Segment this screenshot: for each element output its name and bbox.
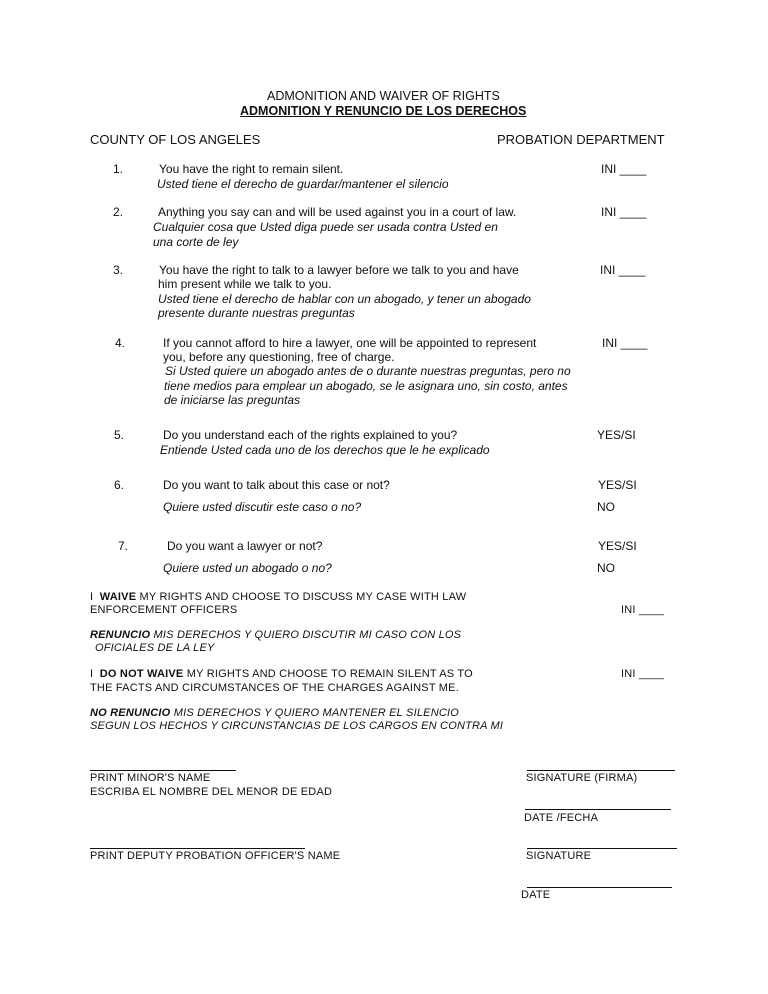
yes-si-option[interactable]: YES/SI xyxy=(597,428,636,442)
waive-keyword: WAIVE xyxy=(99,591,137,603)
item-number: 2. xyxy=(113,205,124,219)
minor-name-label-spanish: ESCRIBA EL NOMBRE DEL MENOR DE EDAD xyxy=(90,786,333,798)
item-number: 1. xyxy=(113,162,124,176)
item-text-spanish: Quiere usted un abogado o no? xyxy=(163,561,332,575)
not-waive-spanish-line-1 xyxy=(90,707,459,720)
deputy-signature-label: SIGNATURE xyxy=(526,850,592,862)
item-text-spanish: Usted tiene el derecho de guardar/mantener el silencio xyxy=(157,177,449,191)
county-label: COUNTY OF LOS ANGELES xyxy=(90,132,261,147)
department-label: PROBATION DEPARTMENT xyxy=(497,132,665,147)
initials-field[interactable]: INI ____ xyxy=(601,205,647,219)
item-number: 7. xyxy=(118,539,129,553)
no-option[interactable]: NO xyxy=(597,561,615,575)
date-fecha-line[interactable] xyxy=(525,809,671,810)
item-text-english: Do you want to talk about this case or not? xyxy=(163,478,390,492)
item-text-spanish: tiene medios para emplear un abogado, se le asignara uno, sin costo, antes xyxy=(164,379,568,393)
yes-si-option[interactable]: YES/SI xyxy=(598,539,637,553)
no-option[interactable]: NO xyxy=(597,500,615,514)
not-waive-spanish-line-2: SEGUN LOS HECHOS Y CIRCUNSTANCIAS DE LOS CARGOS EN CONTRA MI xyxy=(90,720,504,732)
minor-name-label: PRINT MINOR'S NAME xyxy=(90,772,211,784)
renuncio-text: MIS DERECHOS Y QUIERO DISCUTIR MI CASO CON LOS xyxy=(153,629,462,641)
item-text-spanish: Cualquier cosa que Usted diga puede ser usada contra Usted en xyxy=(153,220,498,234)
waive-spanish-line-2: OFICIALES DE LA LEY xyxy=(95,642,215,654)
initials-field[interactable]: INI ____ xyxy=(602,336,648,350)
item-text-spanish: Si Usted quiere un abogado antes de o durante nuestras preguntas, pero no xyxy=(165,364,571,378)
waive-line-1 xyxy=(90,591,466,604)
waive-i: I xyxy=(90,591,94,603)
form-title-spanish: ADMONITION Y RENUNCIO DE LOS DERECHOS xyxy=(240,104,527,118)
item-text-spanish: Quiere usted discutir este caso o no? xyxy=(163,500,362,514)
not-waive-keyword: DO NOT WAIVE xyxy=(99,668,184,680)
item-text-english: You have the right to remain silent. xyxy=(159,162,344,176)
item-text-english: If you cannot afford to hire a lawyer, one will be appointed to represent xyxy=(163,336,537,350)
item-number: 4. xyxy=(115,336,126,350)
no-renuncio-keyword: NO RENUNCIO xyxy=(90,707,171,719)
item-text-spanish: una corte de ley xyxy=(153,235,239,249)
not-waive-line-2: THE FACTS AND CIRCUMSTANCES OF THE CHARGES AGAINST ME. xyxy=(90,682,459,694)
waive-line-2: ENFORCEMENT OFFICERS xyxy=(90,604,238,616)
signature-firma-label: SIGNATURE (FIRMA) xyxy=(526,772,638,784)
waive-initials-field[interactable]: INI ____ xyxy=(621,604,665,616)
not-waive-line-1 xyxy=(90,668,473,681)
deputy-name-line[interactable] xyxy=(90,848,305,849)
deputy-date-label: DATE xyxy=(521,889,551,901)
waive-text: MY RIGHTS AND CHOOSE TO DISCUSS MY CASE WITH LAW xyxy=(139,591,467,603)
deputy-date-line[interactable] xyxy=(527,887,672,888)
item-text-english: you, before any questioning, free of charge. xyxy=(163,350,395,364)
item-text-english: Do you understand each of the rights explained to you? xyxy=(163,428,458,442)
item-text-english: Do you want a lawyer or not? xyxy=(167,539,323,553)
waive-spanish-line-1 xyxy=(90,629,461,642)
date-fecha-label: DATE /FECHA xyxy=(524,812,599,824)
not-waive-initials-field[interactable]: INI ____ xyxy=(621,668,665,680)
initials-field[interactable]: INI ____ xyxy=(601,162,647,176)
item-text-spanish: Usted tiene el derecho de hablar con un abogado, y tener un abogado xyxy=(158,292,531,306)
item-text-spanish: Entiende Usted cada uno de los derechos que le he explicado xyxy=(160,443,490,457)
item-number: 3. xyxy=(113,263,124,277)
item-text-english: You have the right to talk to a lawyer before we talk to you and have xyxy=(159,263,519,277)
item-number: 5. xyxy=(114,428,125,442)
deputy-name-label: PRINT DEPUTY PROBATION OFFICER'S NAME xyxy=(90,850,341,862)
item-text-spanish: de iniciarse las preguntas xyxy=(164,393,301,407)
yes-si-option[interactable]: YES/SI xyxy=(598,478,637,492)
item-number: 6. xyxy=(114,478,125,492)
item-text-spanish: presente durante nuestras preguntas xyxy=(158,306,355,320)
item-text-english: him present while we talk to you. xyxy=(158,277,332,291)
minor-name-line[interactable] xyxy=(90,770,236,771)
no-renuncio-text: MIS DERECHOS Y QUIERO MANTENER EL SILENCIO xyxy=(173,707,459,719)
form-title-english: ADMONITION AND WAIVER OF RIGHTS xyxy=(267,89,500,103)
initials-field[interactable]: INI ____ xyxy=(600,263,646,277)
not-waive-text: MY RIGHTS AND CHOOSE TO REMAIN SILENT AS TO xyxy=(186,668,473,680)
item-text-english: Anything you say can and will be used against you in a court of law. xyxy=(158,205,517,219)
renuncio-keyword: RENUNCIO xyxy=(90,629,151,641)
not-waive-i: I xyxy=(90,668,94,680)
minor-signature-line[interactable] xyxy=(527,770,675,771)
deputy-signature-line[interactable] xyxy=(527,848,677,849)
